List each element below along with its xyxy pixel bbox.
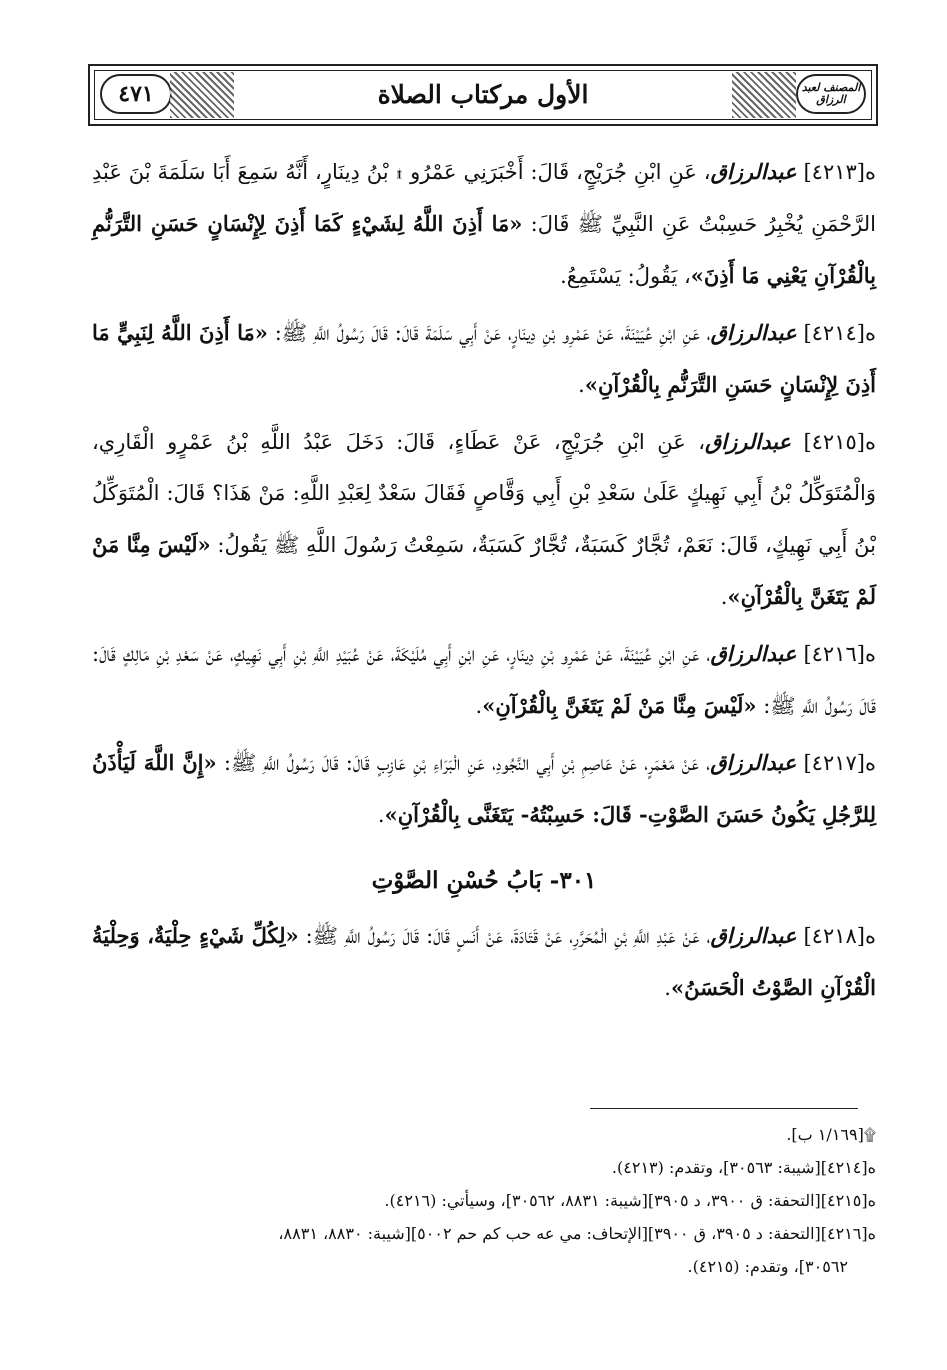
- main-text: [92, 146, 876, 1019]
- isnad-text: ، عَنِ ابْنِ جُرَيْجٍ، عَنْ عَطَاءٍ، قَالَ: دَخَلَ عَبْدُ اللَّهِ بْنُ عَمْرٍو الْقَارِي، وَالْمُتَوَكِّلُ بْنُ أَبِي نَهِيكٍ عَلَىٰ سَعْدِ بْنِ أَبِي وَقَّاصٍ فَقَالَ سَعْدٌ لِعَبْدِ اللَّهِ: مَنْ هَذَا؟ قَالَ: الْمُتَوَكِّلُ بْنُ أَبِي نَهِيكٍ، قَالَ: نَعَمْ، تُجَّارٌ كَسَبَةٌ، تُجَّارٌ كَسَبَةٌ، سَمِعْتُ رَسُولَ اللَّهِ ﷺ يَقُولُ:: [92, 430, 876, 557]
- hadith-text: «لَيْسَ مِنَّا مَنْ لَمْ يَتَغَنَّ بِالْقُرْآنِ»: [482, 693, 757, 718]
- paragraph-tail: .: [475, 694, 483, 718]
- hadith-text: «مَا أَذِنَ اللَّهُ لِشَيْءٍ كَمَا أَذِنَ لِإِنْسَانٍ حَسَنِ التَّرَنُّمِ بِالْقُرْآنِ يَعْنِي مَا أَذِنَ»: [92, 211, 876, 288]
- narrator-author: عبدالرزاق: [710, 923, 797, 948]
- footnote: ه[٤٢١٤][شيبة: ٣٠٥٦٣]، وتقدم: (٤٢١٣).: [611, 1158, 876, 1177]
- paragraph-tail: .: [578, 373, 585, 397]
- running-title: الأول مركتاب الصلاة: [377, 79, 589, 109]
- chapter-title: ٣٠١- بَابُ حُسْنِ الصَّوْتِ: [371, 867, 597, 894]
- hadith-paragraph: [92, 628, 876, 732]
- hadith-number: ه[٤٢١٥]: [803, 430, 876, 454]
- hadith-paragraph: [92, 737, 876, 841]
- footnote: ۩[١/١٦٩ ب].: [786, 1125, 876, 1144]
- paragraph-tail: .: [664, 976, 671, 1000]
- hadith-paragraph: [92, 146, 876, 302]
- hadith-text: «لِكُلِّ شَيْءٍ حِلْيَةٌ، وَحِلْيَةُ الْقُرْآنِ الصَّوْتُ الْحَسَنُ»: [92, 923, 876, 1000]
- narrator-author: عبدالرزاق: [710, 641, 797, 666]
- hadith-text: «مَا أَذِنَ اللَّهُ لِنَبِيٍّ مَا أَذِنَ لِإِنْسَانٍ حَسَنِ التَّرَنُّمِ بِالْقُرْآنِ»: [92, 320, 876, 397]
- footnote-continuation: ٣٠٥٦٢]، وتقدم: (٤٢١٥).: [687, 1257, 848, 1276]
- footnote: ه[٤٢١٥][التحفة: ق ٣٩٠٠، د ٣٩٠٥][شيبة: ٨٨٣١، ٣٠٥٦٢]، وسيأتي: (٤٢١٦).: [384, 1191, 876, 1210]
- ornament-left-icon: [170, 72, 234, 118]
- hadith-paragraph: [92, 307, 876, 411]
- isnad-text: ، عَنِ ابْنِ عُيَيْنَةَ، عَنْ عَمْرِو بْنِ دِينَارٍ، عَنِ ابْنِ أَبِي مُلَيْكَةَ، عَنْ عُبَيْدِ اللَّهِ بْنِ أَبِي نَهِيكٍ، عَنْ سَعْدِ بْنِ مَالِكٍ قَالَ: قَالَ رَسُولُ اللَّهِ ﷺ:: [92, 642, 876, 718]
- paragraph-tail: .: [720, 585, 728, 609]
- footnote-divider: [590, 1108, 858, 1109]
- hadith-text: «لَيْسَ مِنَّا مَنْ لَمْ يَتَغَنَّ بِالْقُرْآنِ»: [92, 532, 876, 609]
- hadith-text: «إِنَّ اللَّهَ لَيَأْذَنُ لِلرَّجُلِ يَكُونُ حَسَنَ الصَّوْتِ- قَالَ: حَسِبْتُهُ- يَتَغَنَّى بِالْقُرْآنِ»: [92, 750, 876, 827]
- hadith-paragraph: [92, 910, 876, 1014]
- footnote: ه[٤٢١٦][التحفة: د ٣٩٠٥، ق ٣٩٠٠][الإتحاف: مي عه حب كم حم ٥٠٠٢][شيبة: ٨٨٣٠، ٨٨٣١،: [278, 1224, 876, 1243]
- narrator-author: عبدالرزاق: [710, 320, 797, 345]
- paragraph-tail: ، يَقُولُ: يَسْتَمِعُ.: [560, 264, 691, 288]
- ornament-right-icon: [732, 72, 796, 118]
- isnad-text: ، عَنْ مَعْمَرٍ، عَنْ عَاصِمِ بْنِ أَبِي النَّجُودِ، عَنِ الْبَرَاءِ بْنِ عَازِبٍ قَالَ: قَالَ رَسُولُ اللَّهِ ﷺ:: [223, 751, 711, 775]
- hadith-paragraph: [92, 416, 876, 623]
- hadith-number: ه[٤٢١٨]: [803, 924, 876, 948]
- narrator-author: عبدالرزاق: [704, 429, 791, 454]
- narrator-author: عبدالرزاق: [710, 159, 797, 184]
- isnad-text: ، عَنْ عَبْدِ اللَّهِ بْنِ الْمُحَرَّرِ، عَنْ قَتَادَةَ، عَنْ أَنَسٍ قَالَ: قَالَ رَسُولُ اللَّهِ ﷺ:: [305, 924, 711, 948]
- page-number: ٤٧١: [100, 74, 172, 114]
- isnad-text: ، عَنِ ابْنِ جُرَيْجٍ، قَالَ: أَخْبَرَنِي عَمْرُو ۩ بْنُ دِينَارٍ، أَنَّهُ سَمِعَ أَبَا سَلَمَةَ بْنَ عَبْدِ الرَّحْمَنِ يُخْبِرُ حَسِبْتُ عَنِ النَّبِيِّ ﷺ قَالَ:: [92, 160, 876, 236]
- hadith-number: ه[٤٢١٧]: [803, 751, 876, 775]
- hadith-number: ه[٤٢١٤]: [803, 321, 876, 345]
- hadith-number: ه[٤٢١٣]: [803, 160, 876, 184]
- page-header: [88, 64, 878, 126]
- paragraph-tail: .: [377, 803, 385, 827]
- narrator-author: عبدالرزاق: [710, 750, 797, 775]
- isnad-text: ، عَنِ ابْنِ عُيَيْنَةَ، عَنْ عَمْرِو بْنِ دِينَارٍ، عَنْ أَبِي سَلَمَةَ قَالَ: قَالَ رَسُولُ اللَّهِ ﷺ:: [274, 321, 711, 345]
- hadith-number: ه[٤٢١٦]: [803, 642, 876, 666]
- footnotes: [92, 1118, 876, 1283]
- book-logo: المصنف لعبد الرزاق: [796, 74, 866, 114]
